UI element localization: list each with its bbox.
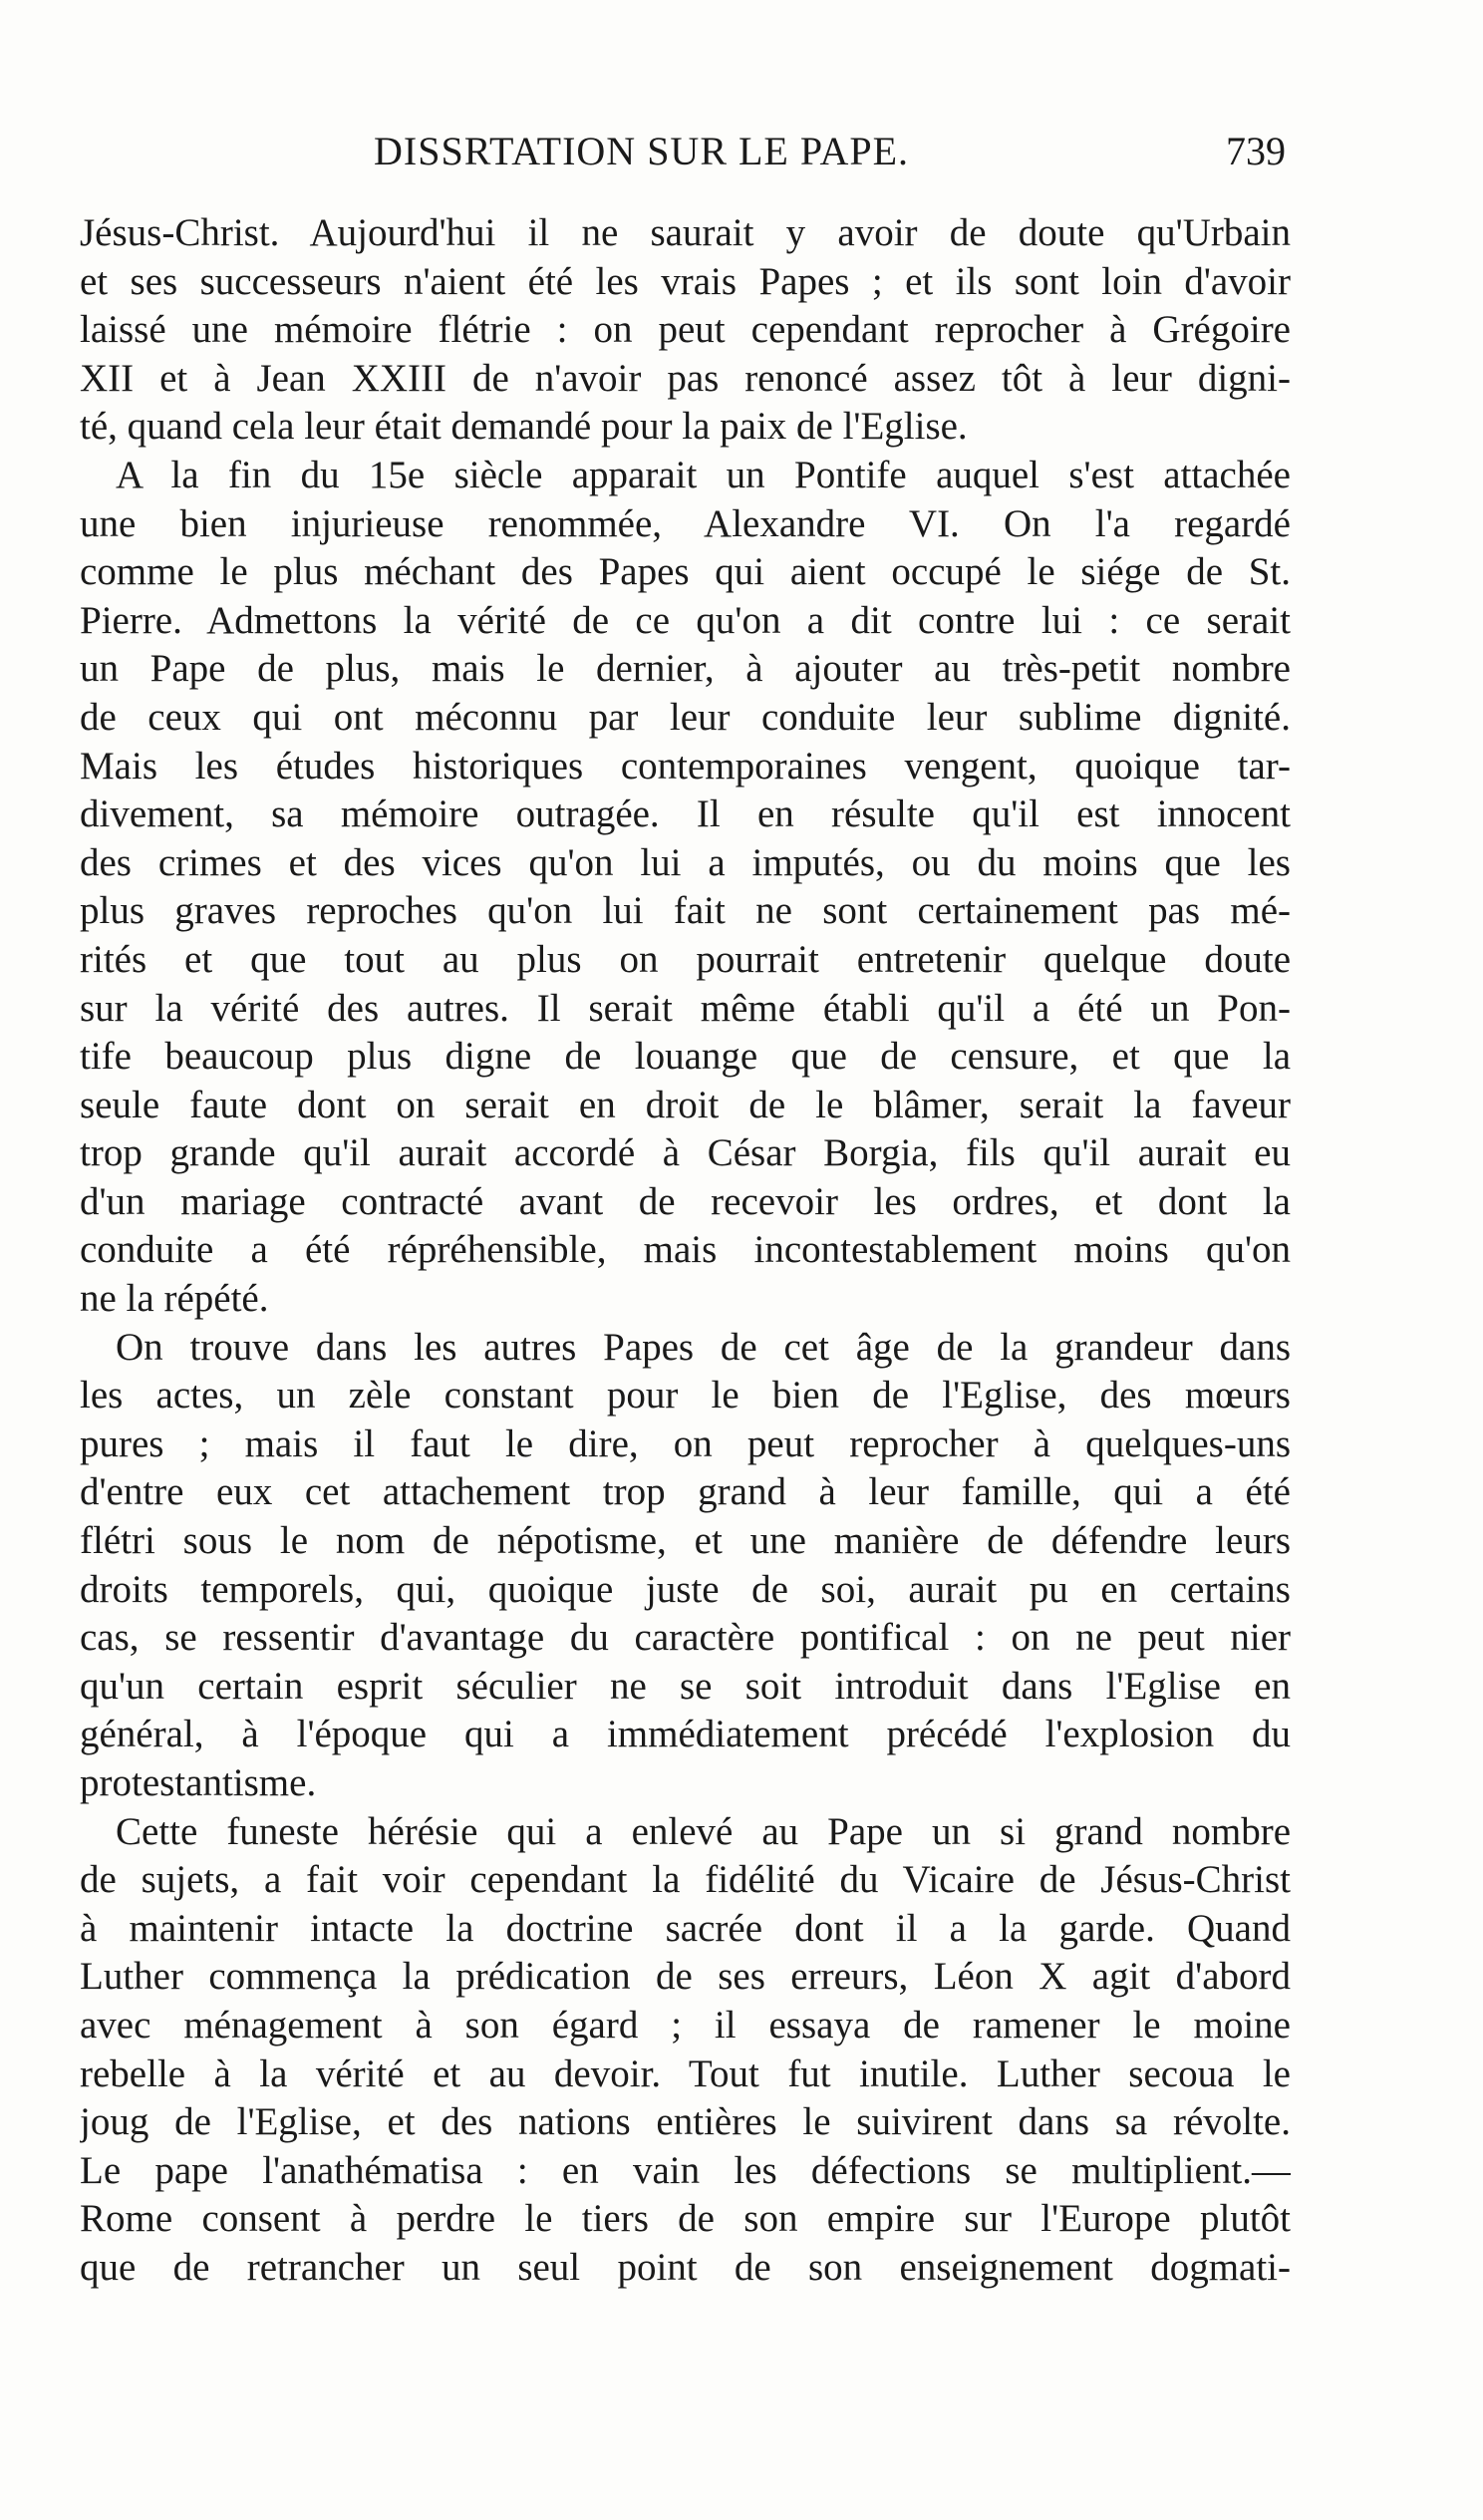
text-line: tife beaucoup plus digne de louange que de censure, et que la [80, 1035, 1291, 1079]
text-line: rités et que tout au plus on pourrait entretenir quelque doute [80, 937, 1291, 981]
text-line: une bien injurieuse renommée, Alexandre VI. On l'a regardé [80, 501, 1291, 545]
text-line: Cette funeste hérésie qui a enlevé au Pape un si grand nombre [116, 1809, 1291, 1853]
text-line: des crimes et des vices qu'on lui a imputés, ou du moins que les [80, 840, 1291, 884]
text-line: un Pape de plus, mais le dernier, à ajouter au très-petit nombre [80, 647, 1291, 691]
text-line: de ceux qui ont méconnu par leur conduite leur sublime dignité. [80, 695, 1291, 739]
text-line: que de retrancher un seul point de son enseignement dogmati- [80, 2245, 1291, 2289]
text-line: laissé une mémoire flétrie : on peut cependant reprocher à Grégoire [80, 308, 1291, 352]
text-line: ne la répété. [80, 1277, 269, 1321]
text-line: les actes, un zèle constant pour le bien de l'Eglise, des mœurs [80, 1374, 1291, 1418]
text-line: Rome consent à perdre le tiers de son empire sur l'Europe plutôt [80, 2197, 1291, 2241]
text-line: qu'un certain esprit séculier ne se soit introduit dans l'Eglise en [80, 1664, 1291, 1708]
text-line: pures ; mais il faut le dire, on peut reprocher à quelques-uns [80, 1421, 1291, 1465]
text-line: On trouve dans les autres Papes de cet âge de la grandeur dans [116, 1325, 1291, 1369]
text-line: cas, se ressentir d'avantage du caractère pontifical : on ne peut nier [80, 1616, 1291, 1660]
text-line: Luther commença la prédication de ses erreurs, Léon X agit d'abord [80, 1955, 1291, 1999]
text-line: trop grande qu'il aurait accordé à César Borgia, fils qu'il aurait eu [80, 1131, 1291, 1175]
text-line: plus graves reproches qu'on lui fait ne sont certainement pas mé- [80, 889, 1291, 933]
text-line: XII et à Jean XXIII de n'avoir pas renoncé assez tôt à leur digni- [80, 356, 1291, 400]
text-line: rebelle à la vérité et au devoir. Tout fut inutile. Luther secoua le [80, 2051, 1291, 2095]
text-line: d'entre eux cet attachement trop grand à leur famille, qui a été [80, 1470, 1291, 1514]
body-text [80, 209, 1291, 2293]
text-line: seule faute dont on serait en droit de le blâmer, serait la faveur [80, 1083, 1291, 1126]
text-line: conduite a été répréhensible, mais incontestablement moins qu'on [80, 1228, 1291, 1272]
page-number: 739 [1226, 129, 1286, 173]
text-line: à maintenir intacte la doctrine sacrée dont il a la garde. Quand [80, 1906, 1291, 1950]
text-line: général, à l'époque qui a immédiatement précédé l'explosion du [80, 1713, 1291, 1756]
text-line: protestantisme. [80, 1761, 317, 1804]
text-line: té, quand cela leur était demandé pour la paix de l'Eglise. [80, 405, 968, 449]
text-line: divement, sa mémoire outragée. Il en résulte qu'il est innocent [80, 792, 1291, 836]
text-line: Pierre. Admettons la vérité de ce qu'on a dit contre lui : ce serait [80, 598, 1291, 642]
text-line: Le pape l'anathématisa : en vain les défections se multiplient.— [80, 2148, 1291, 2192]
text-line: droits temporels, qui, quoique juste de soi, aurait pu en certains [80, 1567, 1291, 1611]
text-line: joug de l'Eglise, et des nations entières le suivirent dans sa révolte. [80, 2100, 1291, 2144]
running-title: DISSRTATION SUR LE PAPE. [374, 129, 910, 173]
text-line: sur la vérité des autres. Il serait même établi qu'il a été un Pon- [80, 986, 1291, 1030]
text-line: Jésus-Christ. Aujourd'hui il ne saurait y avoir de doute qu'Urbain [80, 211, 1291, 254]
text-line: de sujets, a fait voir cependant la fidélité du Vicaire de Jésus-Christ [80, 1858, 1291, 1902]
text-line: A la fin du 15e siècle apparait un Pontife auquel s'est attachée [116, 453, 1291, 496]
text-line: comme le plus méchant des Papes qui aient occupé le siége de St. [80, 550, 1291, 594]
text-line: flétri sous le nom de népotisme, et une manière de défendre leurs [80, 1519, 1291, 1563]
text-line: d'un mariage contracté avant de recevoir les ordres, et dont la [80, 1179, 1291, 1223]
text-line: Mais les études historiques contemporaines vengent, quoique tar- [80, 744, 1291, 788]
text-line: avec ménagement à son égard ; il essaya de ramener le moine [80, 2003, 1291, 2047]
page-header [80, 128, 1286, 187]
text-line: et ses successeurs n'aient été les vrais Papes ; et ils sont loin d'avoir [80, 259, 1291, 303]
